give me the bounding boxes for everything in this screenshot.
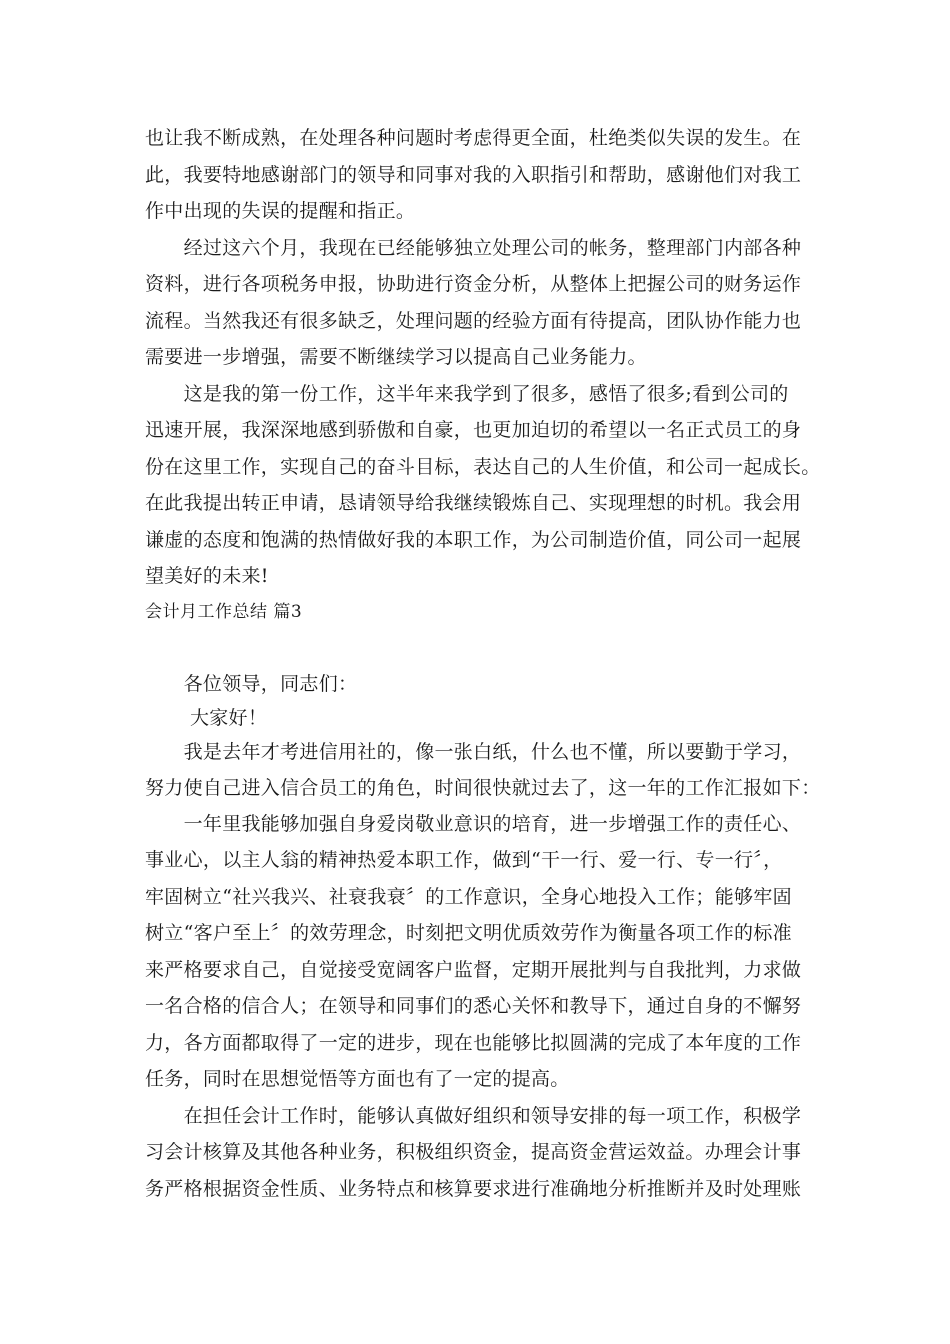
text-line: 努力使自己进入信合员工的角色，时间很快就过去了，这一年的工作汇报如下： (145, 777, 821, 799)
text-line: 份在这里工作，实现自己的奋斗目标，表达自己的人生价值，和公司一起成长。 (145, 456, 821, 478)
text-line: 我是去年才考进信用社的，像一张白纸，什么也不懂，所以要勤于学习， (145, 741, 802, 763)
text-line: 作中出现的失误的提醒和指正。 (145, 200, 416, 222)
text-line: 此，我要特地感谢部门的领导和同事对我的入职指引和帮助，感谢他们对我工 (145, 164, 802, 186)
text-line: 力，各方面都取得了一定的进步，现在也能够比拟圆满的完成了本年度的工作 (145, 1032, 802, 1054)
text-line: 需要进一步增强，需要不断继续学习以提高自己业务能力。 (145, 346, 647, 368)
text-line: 在担任会计工作时，能够认真做好组织和领导安排的每一项工作，积极学 (145, 1105, 802, 1127)
text-line: 事业心，以主人翁的精神热爱本职工作，做到“干一行、爱一行、专一行〞， (145, 849, 783, 871)
text-line: 流程。当然我还有很多缺乏，处理问题的经验方面有待提高，团队协作能力也 (145, 310, 802, 332)
text-line: 务严格根据资金性质、业务特点和核算要求进行准确地分析推断并及时处理账 (145, 1178, 802, 1200)
text-line: 来严格要求自己，自觉接受宽阔客户监督，定期开展批判与自我批判，力求做 (145, 959, 802, 981)
text-line: 树立“客户至上〞的效劳理念，时刻把文明优质效劳作为衡量各项工作的标准 (145, 922, 792, 944)
text-line: 经过这六个月，我现在已经能够独立处理公司的帐务，整理部门内部各种 (145, 237, 802, 259)
text-line: 习会计核算及其他各种业务，积极组织资金，提高资金营运效益。办理会计事 (145, 1141, 802, 1163)
text-line: 各位领导，同志们： (145, 673, 358, 695)
text-line: 迅速开展，我深深地感到骄傲和自豪，也更加迫切的希望以一名正式员工的身 (145, 419, 802, 441)
text-line: 望美好的未来! (145, 565, 269, 587)
text-line: 也让我不断成熟，在处理各种问题时考虑得更全面，杜绝类似失误的发生。在 (145, 127, 802, 149)
text-line: 谦虚的态度和饱满的热情做好我的本职工作，为公司制造价值，同公司一起展 (145, 529, 802, 551)
text-line: 大家好！ (145, 707, 268, 729)
text-line: 牢固树立“社兴我兴、社衰我衰〞的工作意识，全身心地投入工作；能够牢固 (145, 886, 792, 908)
text-line: 一名合格的信合人；在领导和同事们的悉心关怀和教导下，通过自身的不懈努 (145, 995, 802, 1017)
text-line: 任务，同时在思想觉悟等方面也有了一定的提高。 (145, 1068, 570, 1090)
text-line: 资料，进行各项税务申报，协助进行资金分析，从整体上把握公司的财务运作 (145, 273, 802, 295)
section-heading: 会计月工作总结 篇3 (145, 602, 303, 622)
text-line: 一年里我能够加强自身爱岗敬业意识的培育，进一步增强工作的责任心、 (145, 813, 802, 835)
text-line: 在此我提出转正申请，恳请领导给我继续锻炼自己、实现理想的时机。我会用 (145, 492, 802, 514)
text-line: 这是我的第一份工作，这半年来我学到了很多，感悟了很多;看到公司的 (145, 383, 789, 405)
